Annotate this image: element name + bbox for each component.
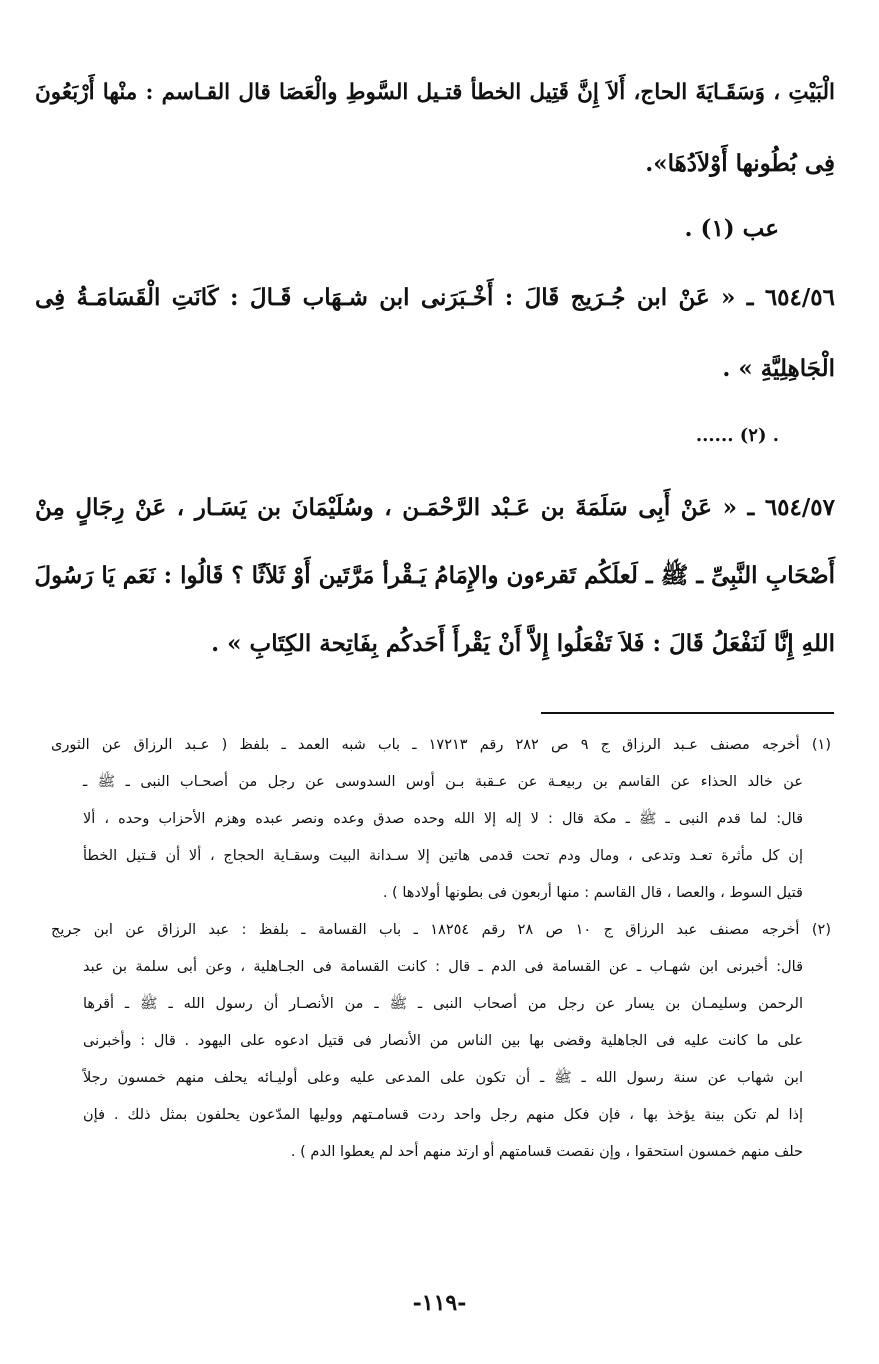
hadith-56-line-2: الْجَاهِلِيَّةِ » . xyxy=(722,355,835,382)
hadith-57-line-1: ٦٥٤/٥٧ ـ « عَنْ أَبِى سَلَمَةَ بن عَـبْد الرَّحْمَـن ، وسُلَيْمَانَ بن يَسَـار ، عَنْ رِجَالٍ مِنْ xyxy=(35,494,835,521)
footnote-1-line-4: إن كل مأثرة تعـد وتدعى ، ومال ودم تحت قدمى هاتين إلا سـدانة البيت وسقـاية الحجاج ، ألا أن قـتيل الخطأ xyxy=(83,848,803,864)
footnote-1-line-3: قال: لما قدم النبى ـ ﷺ ـ مكة قال : لا إله إلا الله وحده صدق وعده ونصر عبده وهزم الأحزاب وحده ، ألا xyxy=(83,811,803,827)
hadith-57-line-2: أَصْحَابِ النَّبِىِّ ـ ﷺ ـ لَعلَكُم تَقرءون والإِمَامُ يَـقْرأ مَرَّتَين أَوْ ثَلاَثًا ؟ قَالُوا : نَعَم يَا رَسُولَ xyxy=(34,562,835,589)
main-text-line-1: الْبَيْتِ ، وَسَقَـايَةَ الحاج، أَلاَ إِنَّ قَتِيل الخطأ قتـيل السَّوطِ والْعَصَا قال القـاسم : منْها أَرْبَعُونَ xyxy=(35,80,835,105)
page-number: -١١٩- xyxy=(412,1290,467,1316)
source-reference-2: ...... (٢) . xyxy=(695,425,779,446)
footnote-2-line-6: إذا لم تكن بينة يؤخذ بها ، فإن فكل منهم رجل واحد ردت قسامـتهم ووليها المدّعون يحلفون بمثل ذلك . فإن xyxy=(83,1107,803,1123)
footnote-1-line-5: قتيل السوط ، والعصا ، قال القاسم : منها أربعون فى بطونها أولادها ) . xyxy=(382,885,803,901)
footnote-2-line-3: الرحمن وسليمـان بن يسار عن رجل من أصحاب النبى ـ ﷺ ـ من الأنصـار أن رسول الله ـ ﷺ ـ أقرها xyxy=(83,996,803,1012)
footnote-2-line-5: ابن شهاب عن سنة رسول الله ـ ﷺ ـ أن تكون على المدعى عليه وعلى أوليـائه يحلف منهم خمسون رجلاً xyxy=(83,1070,803,1086)
footnote-2-line-4: على ما كانت عليه فى الجاهلية وقضى بها بين الناس من الأنصار فى قتيل ادعوه على اليهود . قال : وأخبرنى xyxy=(83,1033,803,1049)
footnote-divider xyxy=(541,712,834,714)
footnote-1-line-2: عن خالد الحذاء عن القاسم بن ربيعـة عن عـقبة بـن أوس السدوسى عن رجل من أصحـاب النبى ـ ﷺ ـ xyxy=(83,774,803,790)
source-reference-1: عب (١) . xyxy=(684,215,779,242)
hadith-57-line-3: اللهِ إِنَّا لَنَفْعَلُ قَالَ : فَلاَ تَفْعَلُوا إِلاَّ أَنْ يَقْرأَ أَحَدكُم بِفَاتِحة الكِتَابِ » . xyxy=(211,630,835,657)
footnote-2-line-7: حلف منهم خمسون استحقوا ، وإن نقصت قسامتهم أو ارتد منهم أحد لم يعطوا الدم ) . xyxy=(290,1144,803,1160)
footnote-1-line-1: (١) أخرجه مصنف عـبد الرزاق ج ٩ ص ٢٨٢ رقم ١٧٢١٣ ـ باب شبه العمد ـ بلفظ ( عـبد الرزاق عن الثورى xyxy=(51,737,831,753)
main-text-line-2: فِى بُطُونها أَوْلاَدُهَا». xyxy=(645,150,835,177)
footnote-2-line-2: قال: أخبرنى ابن شهـاب ـ عن القسامة فى الدم ـ قال : كانت القسامة فى الجـاهلية ، وعن أبى سلمة بن عبد xyxy=(83,959,803,975)
hadith-56-line-1: ٦٥٤/٥٦ ـ « عَنْ ابن جُـرَيج قَالَ : أَخْـبَرَنى ابن شـهَاب قَـالَ : كَانَتِ الْقَسَامَـةُ فِى xyxy=(35,284,835,311)
footnote-2-line-1: (٢) أخرجه مصنف عبد الرزاق ج ١٠ ص ٢٨ رقم ١٨٢٥٤ ـ باب القسامة ـ بلفظ : عبد الرزاق عن ابن جريج xyxy=(51,922,832,938)
